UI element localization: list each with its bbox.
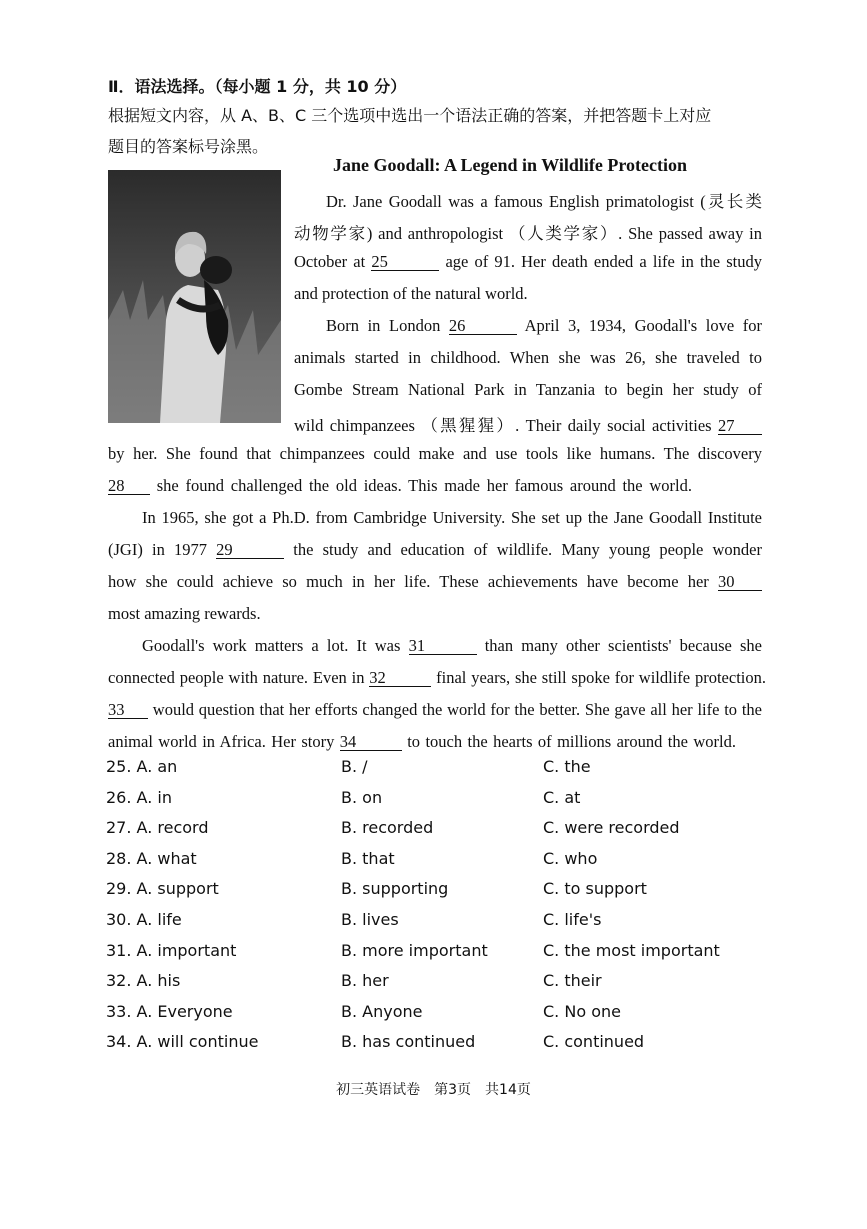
option-a: 32. A. his — [106, 971, 181, 991]
option-c: C. to support — [543, 879, 647, 899]
option-c: C. the most important — [543, 940, 720, 960]
passage-line — [294, 284, 528, 304]
jane-goodall-photo — [108, 170, 281, 423]
passage-text-segment: In 1965, she got a Ph.D. from Cambridge University. She set up the Jane Goodall Institute — [142, 508, 762, 527]
option-b: B. / — [341, 757, 368, 776]
passage-text-segment: how she could achieve so much in her life. These achievements have become her — [108, 572, 718, 591]
passage-text-segment: the study and education of wildlife. Many young people wonder — [284, 540, 763, 559]
passage-line — [326, 316, 762, 336]
passage-text-segment: wild chimpanzees （黑猩猩）. Their daily social activities — [294, 416, 718, 435]
passage-text-segment: Born in London — [326, 316, 449, 335]
passage-text-segment: age of 91. Her death ended a life in the study — [439, 252, 762, 271]
option-b: B. more important — [341, 940, 488, 960]
answer-blank: 26 — [449, 317, 517, 335]
option-c: C. continued — [543, 1032, 645, 1052]
answer-blank: 34 — [340, 733, 402, 751]
passage-line — [294, 348, 762, 368]
passage-text-segment: animals started in childhood. When she was 26, she traveled to — [294, 348, 762, 367]
option-b: B. that — [341, 848, 395, 868]
option-a: 25. A. an — [106, 757, 178, 776]
option-c: C. at — [543, 787, 581, 807]
answer-blank: 27 — [718, 417, 762, 435]
passage-line — [294, 380, 762, 400]
option-b: B. on — [341, 787, 383, 807]
passage-text-segment: October at — [294, 252, 372, 271]
passage-text-segment: than many other scientists' because she — [476, 636, 762, 655]
option-a: 27. A. record — [106, 818, 209, 838]
instruction-line-1: 根据短文内容，从 A、B、C 三个选项中选出一个语法正确的答案，并把答题卡上对应 — [108, 106, 712, 125]
instruction-line-2: 题目的答案标号涂黑。 — [108, 137, 269, 156]
option-b: B. supporting — [341, 879, 449, 899]
answer-blank: 32 — [369, 669, 431, 687]
passage-text-segment: 动物学家) and anthropologist （人类学家）. She passed away in — [294, 224, 762, 243]
passage-text-segment: to touch the hearts of millions around the world. — [401, 732, 736, 751]
option-a: 26. A. in — [106, 787, 172, 807]
option-c: C. the — [543, 757, 591, 776]
answer-blank: 30 — [718, 573, 762, 591]
answer-blank: 31 — [409, 637, 477, 655]
passage-line — [108, 732, 736, 752]
option-c: C. life's — [543, 910, 602, 929]
passage-text-segment: animal world in Africa. Her story — [108, 732, 340, 751]
option-c: C. who — [543, 848, 598, 868]
answer-blank: 29 — [216, 541, 284, 559]
passage-line — [108, 700, 762, 720]
passage-line — [108, 572, 762, 592]
option-b: B. recorded — [341, 818, 434, 838]
passage-line — [142, 508, 762, 528]
option-a: 28. A. what — [106, 848, 197, 868]
passage-line — [108, 476, 692, 496]
option-b: B. lives — [341, 910, 399, 929]
passage-line — [294, 220, 762, 244]
option-c: C. No one — [543, 1001, 621, 1021]
passage-title: Jane Goodall: A Legend in Wildlife Protection — [333, 155, 688, 175]
answer-blank: 25 — [371, 253, 439, 271]
answer-blank: 33 — [108, 701, 148, 719]
passage-text-segment: and protection of the natural world. — [294, 284, 528, 303]
option-b: B. Anyone — [341, 1001, 423, 1021]
passage-line — [108, 444, 762, 464]
passage-text-segment: by her. She found that chimpanzees could make and use tools like humans. The discovery — [108, 444, 762, 463]
passage-text-segment: would question that her efforts changed the world for the better. She gave all her life to the — [148, 700, 762, 719]
option-b: B. her — [341, 971, 389, 991]
option-a: 31. A. important — [106, 940, 237, 960]
option-c: C. were recorded — [543, 818, 680, 838]
passage-line — [142, 636, 762, 656]
passage-text-segment: she found challenged the old ideas. This made her famous around the world. — [150, 476, 692, 495]
passage-text-segment: most amazing rewards. — [108, 604, 261, 623]
option-a: 30. A. life — [106, 910, 182, 929]
passage-line — [294, 252, 762, 272]
passage-text-segment: Dr. Jane Goodall was a famous English primatologist (灵长类 — [326, 192, 762, 211]
passage-line — [108, 540, 762, 560]
passage-line — [326, 188, 762, 212]
page-footer: 初三英语试卷 第3页 共14页 — [336, 1082, 531, 1098]
passage-text-segment: April 3, 1934, Goodall's love for — [516, 316, 762, 335]
passage-text-segment: (JGI) in 1977 — [108, 540, 217, 559]
passage-line — [294, 412, 762, 436]
answer-blank: 28 — [108, 477, 150, 495]
option-b: B. has continued — [341, 1032, 476, 1052]
passage-text-segment: Goodall's work matters a lot. It was — [142, 636, 409, 655]
passage-line — [108, 668, 766, 688]
passage-text-segment: final years, she still spoke for wildlife protection. — [431, 668, 766, 687]
section-title: Ⅱ．语法选择。（每小题 1 分，共 10 分） — [108, 77, 407, 96]
option-c: C. their — [543, 971, 602, 991]
passage-line — [108, 604, 261, 624]
option-a: 33. A. Everyone — [106, 1001, 233, 1021]
option-a: 29. A. support — [106, 879, 219, 899]
passage-text-segment: connected people with nature. Even in — [108, 668, 370, 687]
option-a: 34. A. will continue — [106, 1032, 259, 1052]
passage-text-segment: Gombe Stream National Park in Tanzania to begin her study of — [294, 380, 762, 399]
